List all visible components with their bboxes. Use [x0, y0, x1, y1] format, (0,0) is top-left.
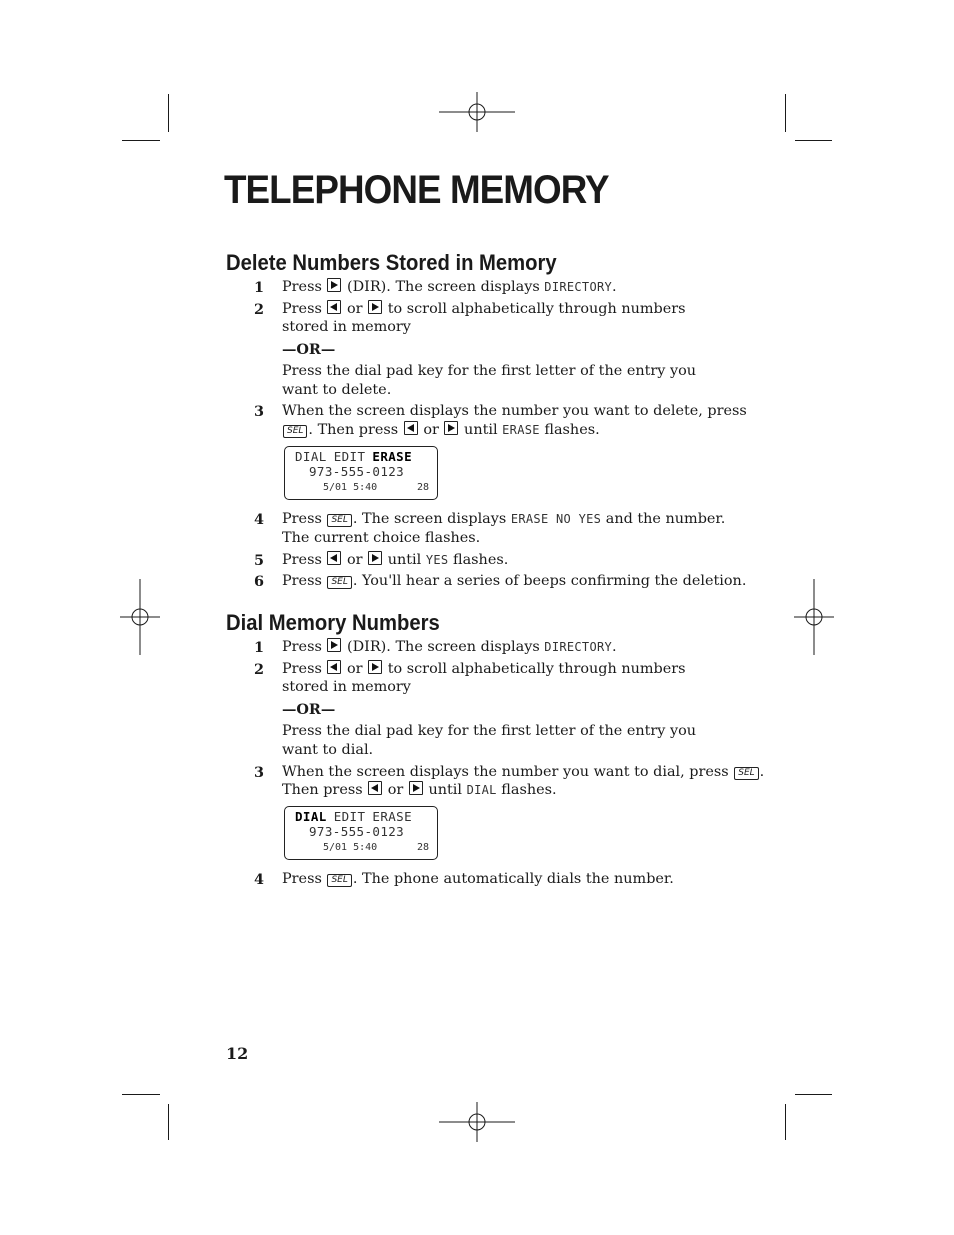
lcd-display: [284, 806, 438, 860]
display-code: DIRECTORY: [544, 640, 613, 654]
step-text: Press the dial pad key for the first letter of the entry you: [282, 723, 697, 739]
step-text-part: Press: [282, 279, 322, 295]
sel-key-icon: SEL: [327, 514, 351, 527]
lcd-date: 5/01 5:40: [323, 842, 378, 853]
step-number: 1: [254, 279, 265, 296]
section-heading-delete: Delete Numbers Stored in Memory: [226, 250, 557, 275]
step-number: 2: [254, 661, 265, 678]
step-number: 5: [254, 552, 265, 569]
lcd-number: 973-555-0123: [309, 824, 405, 839]
step-text: stored in memory: [282, 319, 411, 335]
crop-mark: [785, 1104, 786, 1140]
right-arrow-key-icon: [409, 781, 423, 795]
step-text-part: .: [759, 764, 765, 780]
step-text: [282, 551, 508, 570]
left-arrow-key-icon: [368, 781, 382, 795]
step-text: [282, 660, 686, 679]
step-text: [282, 572, 746, 591]
step-text-part: . The screen displays: [352, 511, 507, 527]
step-number: 4: [254, 871, 265, 888]
step-text: [282, 638, 617, 657]
step-text-part: Press: [282, 511, 322, 527]
left-arrow-key-icon: [327, 551, 341, 565]
step-text-part: Press: [282, 639, 322, 655]
section-heading-dial: Dial Memory Numbers: [226, 610, 440, 635]
step-text-part: until: [387, 552, 422, 568]
step-text-part: . The phone automatically dials the number.: [352, 871, 674, 887]
step-text-part: (DIR). The screen displays: [347, 279, 540, 295]
step-text-part: flashes.: [452, 552, 509, 568]
step-text-part: to scroll alphabetically through numbers: [387, 301, 686, 317]
step-text-part: .: [612, 279, 617, 295]
lcd-item-highlighted: DIAL: [295, 809, 327, 824]
display-code: DIRECTORY: [544, 280, 613, 294]
step-text-part: or: [423, 422, 439, 438]
step-text: [282, 300, 686, 319]
registration-mark-icon: [776, 579, 852, 655]
step-text-part: flashes.: [501, 782, 557, 798]
lcd-number: 973-555-0123: [309, 464, 405, 479]
left-arrow-key-icon: [327, 300, 341, 314]
step-text-part: or: [347, 552, 363, 568]
step-text: [282, 421, 600, 440]
step-text: [282, 278, 617, 297]
or-text: —OR—: [282, 701, 336, 718]
lcd-item: EDIT: [333, 809, 366, 824]
sel-key-icon: SEL: [327, 576, 351, 589]
step-text-part: Press: [282, 301, 322, 317]
sel-key-icon: SEL: [327, 874, 351, 887]
step-text-part: Press: [282, 552, 322, 568]
step-text: When the screen displays the number you want to delete, press: [282, 403, 747, 419]
registration-mark-icon: [102, 579, 178, 655]
lcd-item: EDIT: [333, 449, 366, 464]
right-arrow-key-icon: [368, 660, 382, 674]
right-arrow-key-icon: [368, 551, 382, 565]
right-arrow-key-icon: [444, 421, 458, 435]
step-text: The current choice flashes.: [282, 530, 481, 546]
step-text: want to dial.: [282, 742, 374, 758]
right-arrow-key-icon: [327, 638, 341, 652]
or-text: —OR—: [282, 341, 336, 358]
sel-key-icon: SEL: [734, 767, 758, 780]
step-text-part: .: [612, 639, 617, 655]
right-arrow-key-icon: [327, 278, 341, 292]
step-number: 2: [254, 301, 265, 318]
registration-mark-icon: [439, 74, 515, 150]
step-text-part: Press: [282, 871, 322, 887]
step-text-part: or: [347, 661, 363, 677]
step-text-part: or: [347, 301, 363, 317]
step-text-part: Press: [282, 661, 322, 677]
step-text-part: until: [464, 422, 498, 438]
lcd-menu-row: [295, 809, 419, 824]
display-code: ERASE: [502, 423, 540, 437]
display-code: DIAL: [466, 783, 497, 797]
crop-mark: [785, 94, 786, 132]
page-number: 12: [226, 1044, 249, 1063]
step-text-part: . You'll hear a series of beeps confirming the deletion.: [352, 573, 747, 589]
step-text: want to delete.: [282, 382, 392, 398]
display-code: YES: [425, 553, 449, 567]
step-text: [282, 510, 725, 529]
lcd-menu-row: [295, 449, 419, 464]
step-text-part: When the screen displays the number you want to dial, press: [282, 764, 729, 780]
step-number: 1: [254, 639, 265, 656]
crop-mark: [122, 140, 160, 141]
step-number: 3: [254, 403, 265, 420]
step-text: [282, 870, 674, 889]
lcd-item: ERASE: [372, 809, 413, 824]
step-text-part: or: [387, 782, 404, 798]
sel-key-icon: SEL: [283, 425, 307, 438]
lcd-item: DIAL: [295, 449, 327, 464]
step-number: 4: [254, 511, 265, 528]
crop-mark: [168, 94, 169, 132]
step-text: Press the dial pad key for the first letter of the entry you: [282, 363, 697, 379]
step-number: 3: [254, 764, 265, 781]
step-text: [282, 763, 764, 782]
step-text-part: to scroll alphabetically through numbers: [387, 661, 686, 677]
display-code: ERASE NO YES: [510, 512, 602, 526]
step-text-part: (DIR). The screen displays: [347, 639, 540, 655]
lcd-item-highlighted: ERASE: [372, 449, 413, 464]
left-arrow-key-icon: [404, 421, 418, 435]
step-text-part: flashes.: [544, 422, 600, 438]
lcd-count: 28: [416, 842, 429, 853]
crop-mark: [795, 1094, 832, 1095]
page-title: TELEPHONE MEMORY: [224, 168, 609, 212]
left-arrow-key-icon: [327, 660, 341, 674]
crop-mark: [168, 1104, 169, 1140]
lcd-display: [284, 446, 438, 500]
step-text-part: Press: [282, 573, 322, 589]
lcd-count: 28: [416, 482, 429, 493]
step-text-part: Then press: [282, 782, 363, 798]
step-text-part: and the number.: [605, 511, 726, 527]
step-text-part: . Then press: [308, 422, 399, 438]
lcd-date: 5/01 5:40: [323, 482, 378, 493]
registration-mark-icon: [439, 1084, 515, 1160]
right-arrow-key-icon: [368, 300, 382, 314]
step-number: 6: [254, 573, 265, 590]
step-text-part: until: [428, 782, 462, 798]
step-text: [282, 781, 557, 800]
crop-mark: [122, 1094, 160, 1095]
crop-mark: [795, 140, 832, 141]
step-text: stored in memory: [282, 679, 411, 695]
